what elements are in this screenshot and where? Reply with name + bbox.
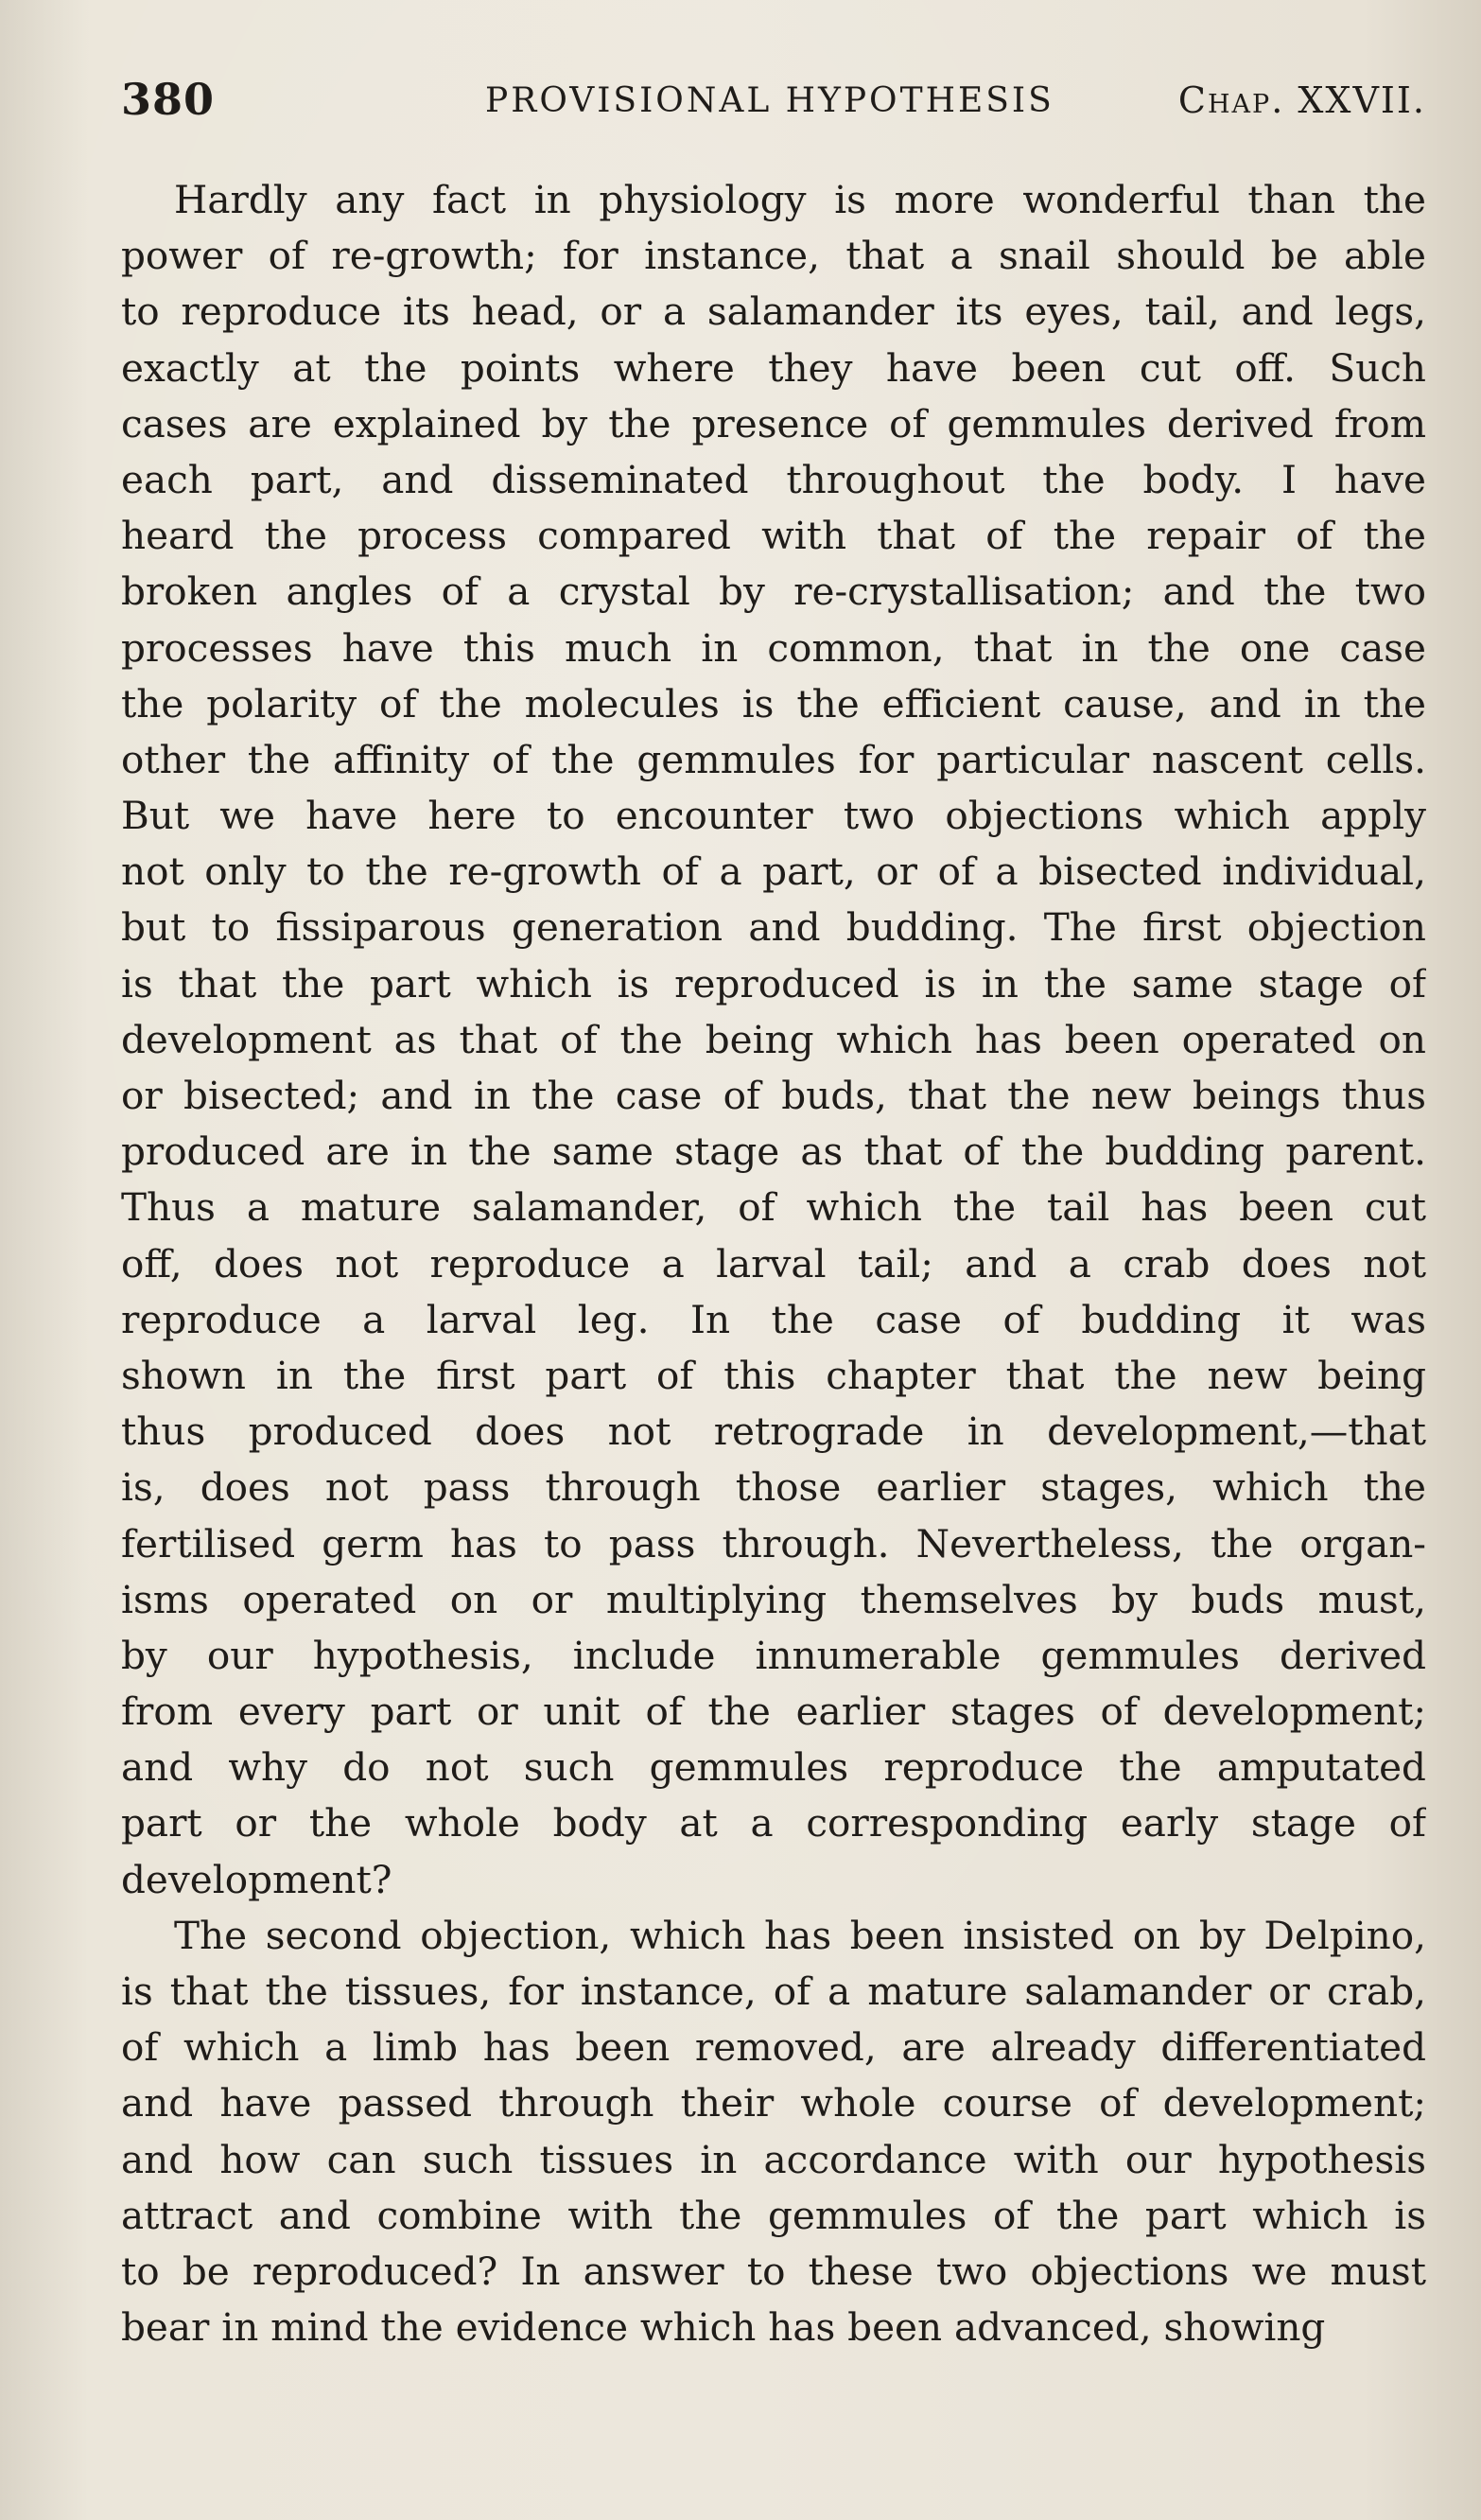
text-line: development? xyxy=(121,1856,392,1902)
text-line: part or the whole body at a corresponding early stage of xyxy=(121,1800,1426,1846)
text-line: reproduce a larval leg. In the case of budding it was xyxy=(121,1296,1426,1342)
text-line: of which a limb has been removed, are already differentiated xyxy=(121,2024,1426,2071)
text-line: from every part or unit of the earlier stages of development; xyxy=(121,1689,1426,1735)
text-line: but to fissiparous generation and budding. The first objection xyxy=(121,904,1426,951)
text-line: off, does not reproduce a larval tail; and a crab does not xyxy=(121,1240,1426,1286)
text-line: each part, and disseminated throughout the body. I have xyxy=(121,456,1426,502)
text-line: to be reproduced? In answer to these two objections we must xyxy=(121,2248,1426,2294)
text-line: produced are in the same stage as that of the budding parent. xyxy=(121,1129,1426,1175)
text-line: Thus a mature salamander, of which the tail has been cut xyxy=(121,1184,1426,1231)
paragraph-1 xyxy=(121,172,1426,1908)
text-line: and why do not such gemmules reproduce the amputated xyxy=(121,1744,1426,1791)
text-line: or bisected; and in the case of buds, that the new beings thus xyxy=(121,1073,1426,1118)
text-line: is that the part which is reproduced is in the same stage of xyxy=(121,960,1426,1006)
text-line: is, does not pass through those earlier stages, which the xyxy=(121,1464,1426,1511)
page-number: 380 xyxy=(121,74,216,125)
text-line: The second objection, which has been insisted on by Delpino, xyxy=(174,1912,1426,1958)
text-line: fertilised germ has to pass through. Nevertheless, the organ- xyxy=(121,1520,1426,1566)
text-line: development as that of the being which has been operated on xyxy=(121,1016,1426,1062)
text-line: other the affinity of the gemmules for particular nascent cells. xyxy=(121,736,1426,782)
text-line: exactly at the points where they have been cut off. Such xyxy=(121,344,1426,391)
text-line: But we have here to encounter two objections which apply xyxy=(121,793,1426,839)
text-line: heard the process compared with that of the repair of the xyxy=(121,513,1426,559)
text-line: Hardly any fact in physiology is more wonderful than the xyxy=(174,177,1426,222)
text-line: the polarity of the molecules is the efficient cause, and in the xyxy=(121,680,1426,726)
text-line: power of re-growth; for instance, that a snail should be able xyxy=(121,233,1426,279)
text-line: and have passed through their whole course of development; xyxy=(121,2080,1426,2126)
page-header xyxy=(121,74,1426,131)
text-line: is that the tissues, for instance, of a mature salamander or crab, xyxy=(121,1969,1426,2014)
text-line: shown in the first part of this chapter that the new being xyxy=(121,1352,1426,1398)
chapter-label: Chap. XXVII. xyxy=(1177,79,1426,121)
running-title: PROVISIONAL HYPOTHESIS xyxy=(485,81,1054,120)
text-line: to reproduce its head, or a salamander its eyes, tail, and legs, xyxy=(121,289,1426,335)
text-line: by our hypothesis, include innumerable gemmules derived xyxy=(121,1632,1426,1678)
text-line: thus produced does not retrograde in development,—that xyxy=(121,1409,1426,1455)
text-line: and how can such tissues in accordance with our hypothesis xyxy=(121,2136,1426,2182)
body-text xyxy=(121,172,1426,2355)
text-line: not only to the re-growth of a part, or of a bisected individual, xyxy=(121,849,1426,895)
text-line: cases are explained by the presence of gemmules derived from xyxy=(121,400,1426,446)
text-line: bear in mind the evidence which has been advanced, showing xyxy=(121,2304,1326,2351)
text-line: broken angles of a crystal by re-crystallisation; and the two xyxy=(121,569,1426,615)
paragraph-2 xyxy=(121,1908,1426,2356)
text-line: attract and combine with the gemmules of the part which is xyxy=(121,2192,1426,2238)
text-line: isms operated on or multiplying themselves by buds must, xyxy=(121,1576,1426,1622)
text-line: processes have this much in common, that in the one case xyxy=(121,624,1426,671)
